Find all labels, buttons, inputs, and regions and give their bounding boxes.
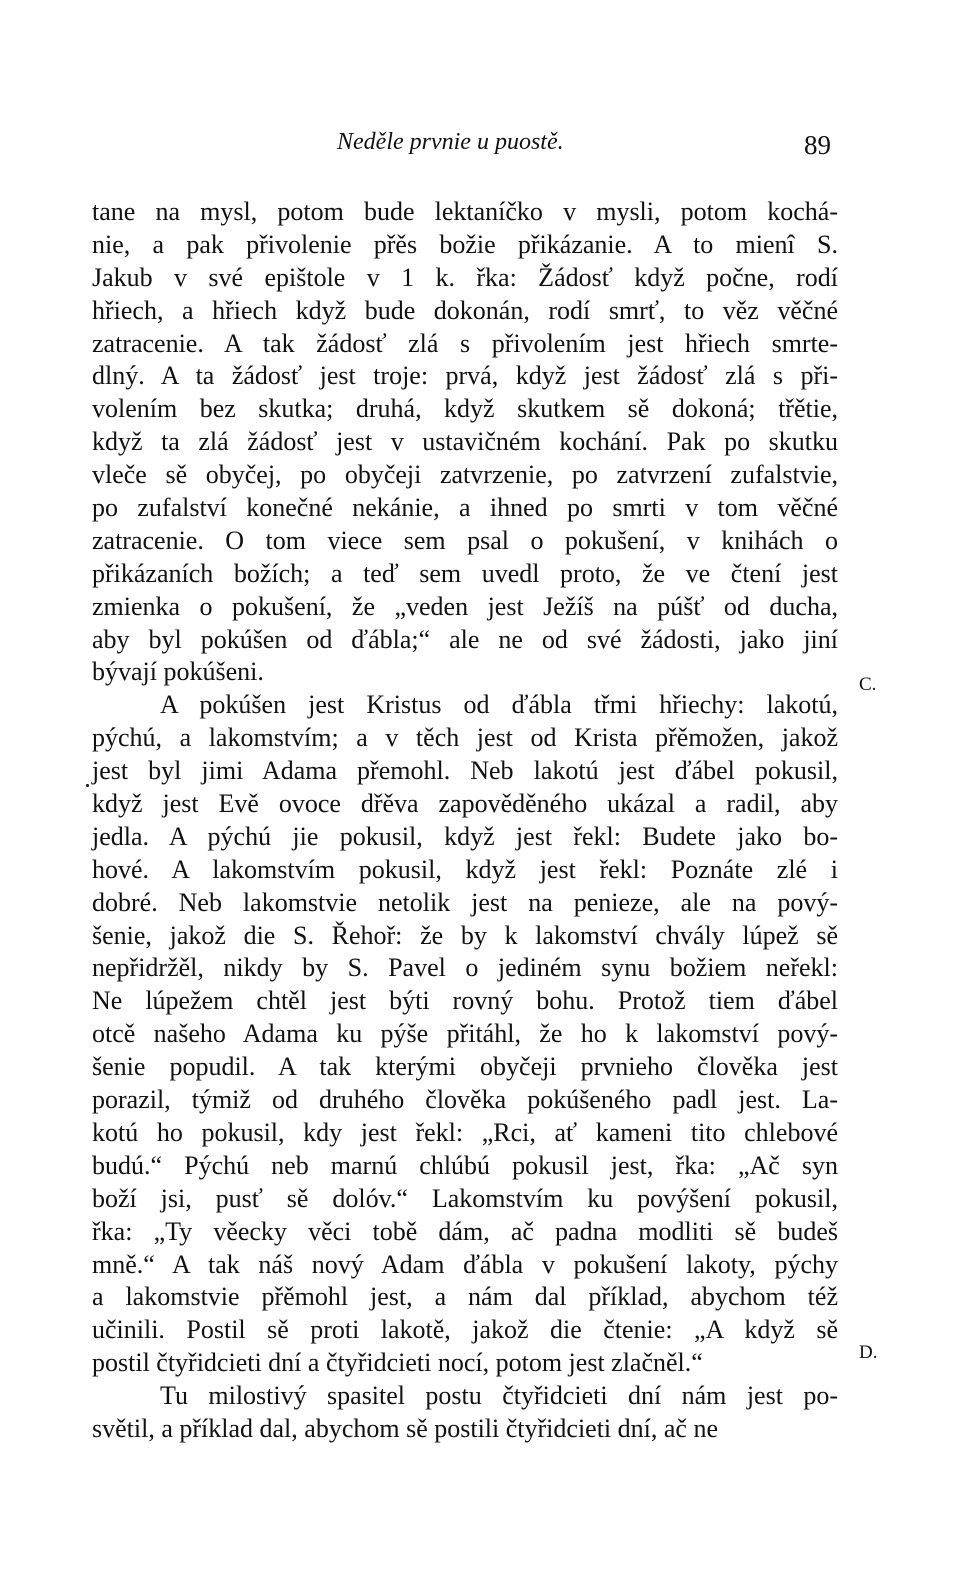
text-line: světil, a příklad dal, abychom sě postili čtyřidcieti dní, ač ne xyxy=(92,1413,718,1443)
text-line: vleče sě obyčej, po obyčeji zatvrzenie, po zatvrzení zufalstvie, xyxy=(92,460,838,490)
text-line: dlný. A ta žádosť jest troje: prvá, když jest žádosť zlá s při- xyxy=(92,361,838,391)
text-line: nepřidržěl, nikdy by S. Pavel o jediném synu božiem neřekl: xyxy=(92,953,838,983)
paragraph-end-line: postil čtyřidcieti dní a čtyřidcieti nocí, potom jest zlačněl.“ xyxy=(92,1348,703,1378)
paragraph-start-line: Tu milostivý spasitel postu čtyřidcieti dní nám jest po- xyxy=(160,1381,838,1411)
running-title: Neděle prvnie u puostě. xyxy=(337,129,564,155)
text-line: řka: „Ty věecky věci tobě dám, ač padna modliti sě budeš xyxy=(92,1216,838,1246)
paragraph-end-line: bývají pokúšeni. xyxy=(92,657,264,687)
text-line: dobré. Neb lakomstvie netolik jest na penieze, ale na pový- xyxy=(92,887,838,917)
paragraph-start-line: A pokúšen jest Kristus od ďábla třmi hřiechy: lakotú, xyxy=(160,690,838,720)
text-line: porazil, týmiž od druhého člověka pokúšeného padl jest. La- xyxy=(92,1085,838,1115)
text-line: hřiech, a hřiech když bude dokonán, rodí smrť, to věz věčné xyxy=(92,295,838,325)
text-line: po zufalství konečné nekánie, a ihned po smrti v tom věčné xyxy=(92,493,838,523)
text-line: kotú ho pokusil, kdy jest řekl: „Rci, ať kameni tito chlebové xyxy=(92,1117,838,1147)
margin-note-d: D. xyxy=(859,1342,878,1363)
text-line: Ne lúpežem chtěl jest býti rovný bohu. Protož tiem ďábel xyxy=(92,986,838,1016)
text-line: pýchú, a lakomstvím; a v těch jest od Krista přěmožen, jakož xyxy=(92,723,838,753)
text-line: šenie popudil. A tak kterými obyčeji prvnieho člověka jest xyxy=(92,1052,838,1082)
text-line: volením bez skutka; druhá, když skutkem sě dokoná; třětie, xyxy=(92,394,838,424)
text-line: otcě našeho Adama ku pýše přitáhl, že ho k lakomství pový- xyxy=(92,1019,838,1049)
margin-dot-mark xyxy=(86,784,89,787)
text-line: zatracenie. A tak žádosť zlá s přivolením jest hřiech smrte- xyxy=(92,328,838,358)
text-line: zmienka o pokušení, že „veden jest Ježíš na púšť od ducha, xyxy=(92,591,838,621)
text-line: hové. A lakomstvím pokusil, když jest řekl: Poznáte zlé i xyxy=(92,854,838,884)
text-line: tane na mysl, potom bude lektaníčko v mysli, potom kochá- xyxy=(92,197,838,226)
text-line: přikázaních božích; a teď sem uvedl proto, že ve čtení jest xyxy=(92,558,838,588)
text-line: učinili. Postil sě proti lakotě, jakož die čtenie: „A když sě xyxy=(92,1315,838,1345)
text-line: a lakomstvie přěmohl jest, a nám dal příklad, abychom též xyxy=(92,1282,838,1312)
text-line: nie, a pak přivolenie přěs božie přikázanie. A to mienî S. xyxy=(92,229,838,259)
text-line: aby byl pokúšen od ďábla;“ ale ne od své žádosti, jako jiní xyxy=(92,624,838,654)
text-line: šenie, jakož die S. Řehoř: že by k lakomství chvály lúpež sě xyxy=(92,920,838,950)
text-line: boží jsi, pusť sě dolóv.“ Lakomstvím ku povýšení pokusil, xyxy=(92,1183,838,1213)
text-line: budú.“ Pýchú neb marnú chlúbú pokusil jest, řka: „Ač syn xyxy=(92,1150,838,1180)
page-number: 89 xyxy=(804,130,831,160)
text-line: mně.“ A tak náš nový Adam ďábla v pokušení lakoty, pýchy xyxy=(92,1249,838,1279)
text-line: Jakub v své epištole v 1 k. řka: Žádosť když počne, rodí xyxy=(92,262,838,292)
text-line: když ta zlá žádosť jest v ustavičném kochání. Pak po skutku xyxy=(92,427,838,457)
text-line: jest byl jimi Adama přemohl. Neb lakotú jest ďábel pokusil, xyxy=(92,756,838,786)
margin-note-c: C. xyxy=(859,674,877,695)
text-line: když jest Evě ovoce dřěva zapověděného ukázal a radil, aby xyxy=(92,789,838,819)
text-line: zatracenie. O tom viece sem psal o pokušení, v knihách o xyxy=(92,525,838,555)
text-line: jedla. A pýchú jie pokusil, když jest řekl: Budete jako bo- xyxy=(92,821,838,851)
body-text xyxy=(92,196,838,1446)
